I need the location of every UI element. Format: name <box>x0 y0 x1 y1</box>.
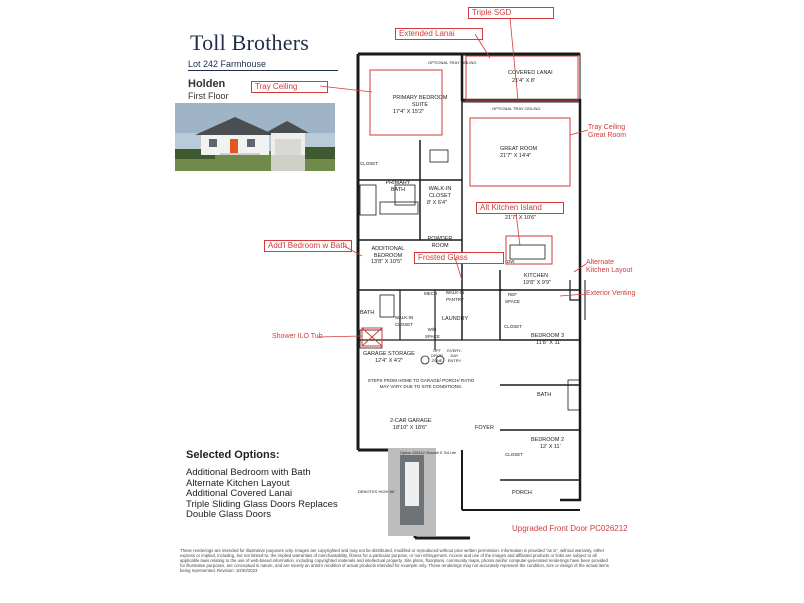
walkin-pantry-label: WALK-IN PANTRY <box>445 290 465 302</box>
option-item: Alternate Kitchen Layout <box>186 477 290 489</box>
mech-label: MECH <box>424 291 438 296</box>
house-photo <box>175 103 335 171</box>
additional-bedroom-dim: 13'8" X 10'5" <box>371 259 403 265</box>
wd-space-label: W/D SPACE <box>425 327 440 339</box>
everyday-entry-label: EVERY-DAY ENTRY <box>447 348 462 363</box>
optional-tray-label-2: OPTIONAL TRAY CEILING <box>492 106 541 111</box>
primary-bath-label: PRIMARY BATH <box>385 180 411 193</box>
great-room-dim: 21'7" X 14'4" <box>500 153 532 159</box>
garage-storage-dim: 12'4" X 4'2" <box>375 358 404 364</box>
closet-label-3: CLOSET <box>505 452 524 457</box>
additional-bedroom-label: ADDITIONAL BEDROOM <box>371 246 405 259</box>
callout-addl-bedroom: Add'l Bedroom w Bath <box>264 240 352 252</box>
optional-tray-label: OPTIONAL TRAY CEILING <box>428 60 477 65</box>
ref-space-label: REF SPACE <box>505 292 520 304</box>
header-divider <box>188 70 338 71</box>
callout-tray-ceiling: Tray Ceiling <box>251 81 328 93</box>
door-option-label: Option 026212 Smooth E 3/4 Lite <box>400 451 457 455</box>
bedroom-3-dim: 11'8" X 11' <box>536 340 562 346</box>
option-item: Additional Covered Lanai <box>186 488 293 499</box>
primary-bedroom-label: PRIMARY BEDROOM SUITE <box>392 95 448 108</box>
bath-right-label: BATH <box>537 392 552 398</box>
callout-tray-ceiling-great-room: Tray Ceiling Great Room <box>588 124 627 139</box>
laundry-label: LAUNDRY <box>442 316 469 322</box>
callout-alt-kitchen-island: Alt Kitchen Island <box>476 202 564 214</box>
callout-alternate-kitchen-layout: Alternate Kitchen Layout <box>586 259 633 274</box>
foyer-label: FOYER <box>475 425 494 431</box>
closet-label-1: CLOSET <box>360 161 379 166</box>
model-name: Holden <box>188 78 226 90</box>
floor-plan <box>340 40 600 540</box>
closet-label-2: CLOSET <box>504 324 523 329</box>
walkin-closet-2-label: WALK-IN CLOSET <box>394 315 414 327</box>
callout-extended-lanai: Extended Lanai <box>395 28 483 40</box>
great-room-label: GREAT ROOM <box>500 146 538 152</box>
dw-label: DW <box>507 259 515 264</box>
option-item: Double Glass Doors <box>186 509 272 520</box>
callout-triple-sgd: Triple SGD <box>468 7 554 19</box>
covered-lanai-label: COVERED LANAI <box>508 70 553 76</box>
floor-label: First Floor <box>188 91 229 101</box>
walkin-closet-dim: 8' X 6'4" <box>427 200 447 206</box>
option-item: Additional Bedroom with Bath <box>186 467 311 478</box>
callout-shower-ilo-tub: Shower ILO Tub <box>272 333 323 340</box>
option-item: Triple Sliding Glass Doors Replaces <box>186 498 338 510</box>
walkin-closet-label: WALK-IN CLOSET <box>428 186 452 199</box>
bedroom-2-dim: 12' X 11' <box>540 444 561 450</box>
selected-options-title: Selected Options: <box>186 449 280 461</box>
callout-front-door: Upgraded Front Door PC026212 <box>512 524 628 533</box>
kitchen-dim: 19'8" X 9'9" <box>523 280 552 286</box>
garage-label: 2-CAR GARAGE <box>390 418 432 424</box>
powder-room-label: POWDER ROOM <box>427 236 453 249</box>
primary-bedroom-dim: 17'4" X 15'2" <box>393 109 425 115</box>
kitchen-label: KITCHEN <box>524 273 549 279</box>
steps-note: STEPS FROM HOME TO GARAGE/ PORCH/ RATIO MAY VARY DUE TO SITE CONDITIONS. <box>367 378 475 389</box>
covered-lanai-dim: 21'4" X 8' <box>512 78 536 84</box>
lot-label: Lot 242 Farmhouse <box>188 59 267 69</box>
selected-options-list <box>186 468 338 521</box>
bedroom-2-label: BEDROOM 2 <box>531 437 565 443</box>
disclaimer-text: These renderings are intended for illustrative purposes only. Images are copyrighted and may not be distributed, modified or reproduced without prior written permission. Information is provided "as is", without warranty, either express or implied, including, but not limited to, the implied warranties of merchantability, fitness for a particular purpose, or non-infringement. Access and use of the images and affiliated products or links are subject to all applicable laws relating to the use of web-based information, including copyrighted materials and intellectual property. Site plans, floorplans, community maps, photos and/or computer-generated renderings have been provided for illustrative purposes, are conceptual in nature, and are merely an artist's rendition of actual products intended for example only. These renderings may not accurately represent the condition, size or design of the actual items being represented. Revision: 10/30/2023 <box>180 548 609 573</box>
callout-frosted-glass: Frosted Glass <box>414 252 504 264</box>
brand-logo: Toll Brothers <box>190 30 309 55</box>
opt-drop-zone-label: OPT DROP ZONE <box>431 348 443 363</box>
denotes-high-label: DENOTES HIGH WI <box>358 489 395 494</box>
callout-exterior-venting: Exterior Venting <box>586 290 636 297</box>
bedroom-3-label: BEDROOM 3 <box>531 333 565 339</box>
garage-dim: 18'10" X 18'6" <box>393 425 428 431</box>
garage-storage-label: GARAGE STORAGE <box>363 351 415 357</box>
porch-label: PORCH <box>512 490 532 496</box>
kitchen-island-dim: 21'7" X 10'6" <box>505 215 537 221</box>
bath-left-label: BATH <box>360 310 375 316</box>
